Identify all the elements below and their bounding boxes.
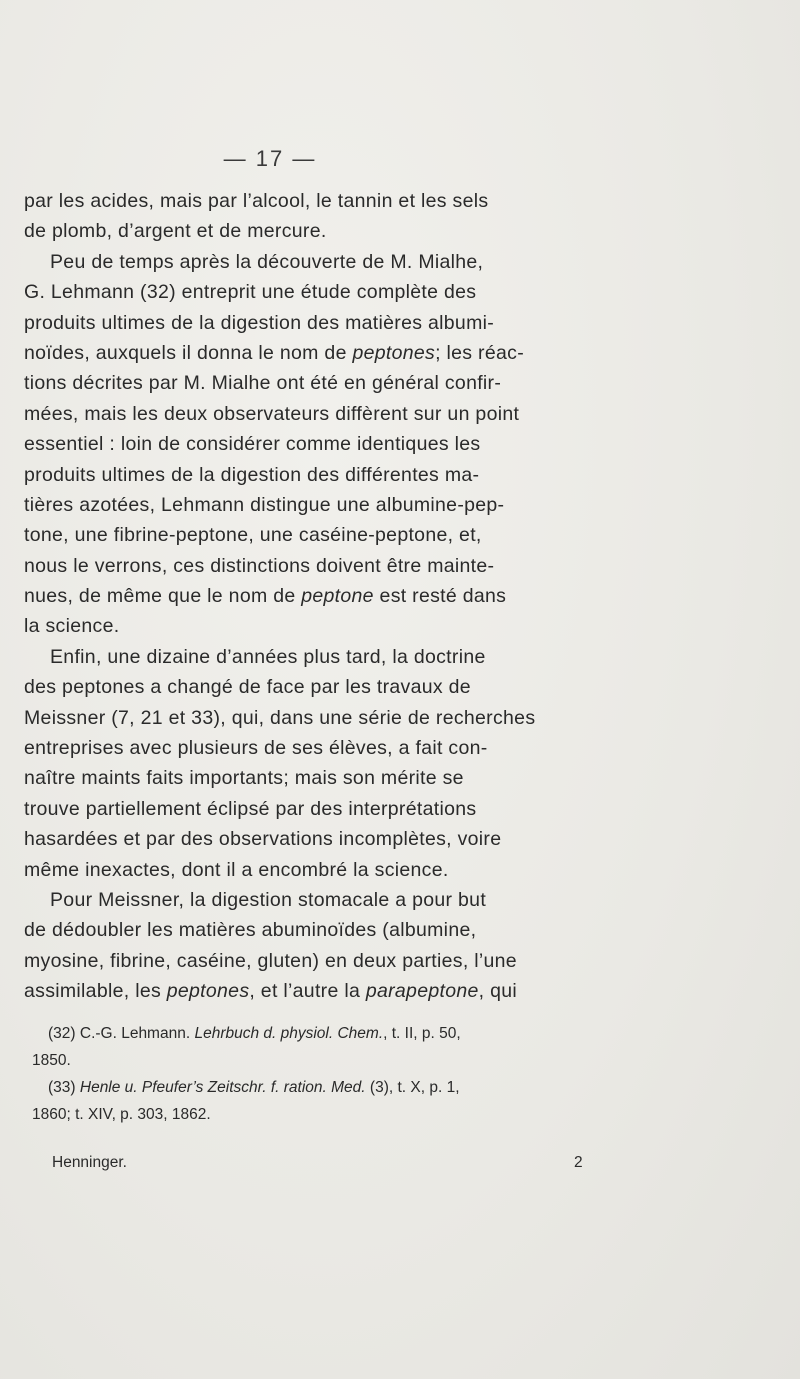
text-line: myosine, fibrine, caséine, gluten) en deux parties, l’une	[24, 949, 517, 972]
text-line: assimilable, les peptones, et l’autre la parapeptone, qui	[24, 980, 518, 1003]
footnote-line: 1860; t. XIV, p. 303, 1862.	[32, 1106, 211, 1123]
text-line: Enfin, une dizaine d’années plus tard, la doctrine	[50, 645, 486, 668]
text-line: essentiel : loin de considérer comme identiques les	[24, 433, 481, 456]
text-line: nous le verrons, ces distinctions doivent être mainte-	[24, 554, 495, 577]
text-line: de plomb, d’argent et de mercure.	[24, 220, 327, 243]
text-line: de dédoubler les matières abuminoïdes (albumine,	[24, 919, 477, 942]
text-line: hasardées et par des observations incomplètes, voire	[24, 828, 502, 851]
text-line: Pour Meissner, la digestion stomacale a pour but	[50, 888, 487, 911]
text-line: Meissner (7, 21 et 33), qui, dans une série de recherches	[24, 706, 536, 729]
text-line: produits ultimes de la digestion des matières albumi-	[24, 311, 495, 334]
text-line: entreprises avec plusieurs de ses élèves, a fait con-	[24, 737, 488, 760]
text-line: tières azotées, Lehmann distingue une albumine-pep-	[24, 493, 505, 516]
text-line: par les acides, mais par l’alcool, le tannin et les sels	[24, 190, 489, 212]
text-line: nues, de même que le nom de peptone est resté dans	[24, 585, 507, 608]
text-line: même inexactes, dont il a encombré la science.	[24, 858, 449, 881]
text-line: G. Lehmann (32) entreprit une étude complète des	[24, 281, 477, 304]
text-line: Peu de temps après la découverte de M. Mialhe,	[50, 250, 484, 273]
text-line: des peptones a changé de face par les travaux de	[24, 676, 471, 699]
main-text	[24, 186, 604, 1007]
page-number: — 17 —	[223, 146, 317, 171]
signature-number: 2	[574, 1154, 583, 1171]
footnotes	[32, 1020, 612, 1128]
text-line: produits ultimes de la digestion des différentes ma-	[24, 463, 480, 486]
footnote-line: 1850.	[32, 1052, 71, 1069]
footnote-line: (32) C.-G. Lehmann. Lehrbuch d. physiol. Chem., t. II, p. 50,	[48, 1025, 461, 1042]
text-line: mées, mais les deux observateurs diffèrent sur un point	[24, 402, 520, 425]
text-line: naître maints faits importants; mais son mérite se	[24, 767, 464, 790]
text-line: tions décrites par M. Mialhe ont été en général confir-	[24, 372, 502, 395]
signature-mark: Henninger.	[52, 1154, 127, 1171]
footnote-line: (33) Henle u. Pfeufer’s Zeitschr. f. ration. Med. (3), t. X, p. 1,	[48, 1079, 460, 1096]
text-line: trouve partiellement éclipsé par des interprétations	[24, 797, 477, 820]
text-line: tone, une fibrine-peptone, une caséine-peptone, et,	[24, 524, 482, 547]
text-line: la science.	[24, 615, 120, 638]
text-line: noïdes, auxquels il donna le nom de peptones; les réac-	[24, 341, 524, 364]
